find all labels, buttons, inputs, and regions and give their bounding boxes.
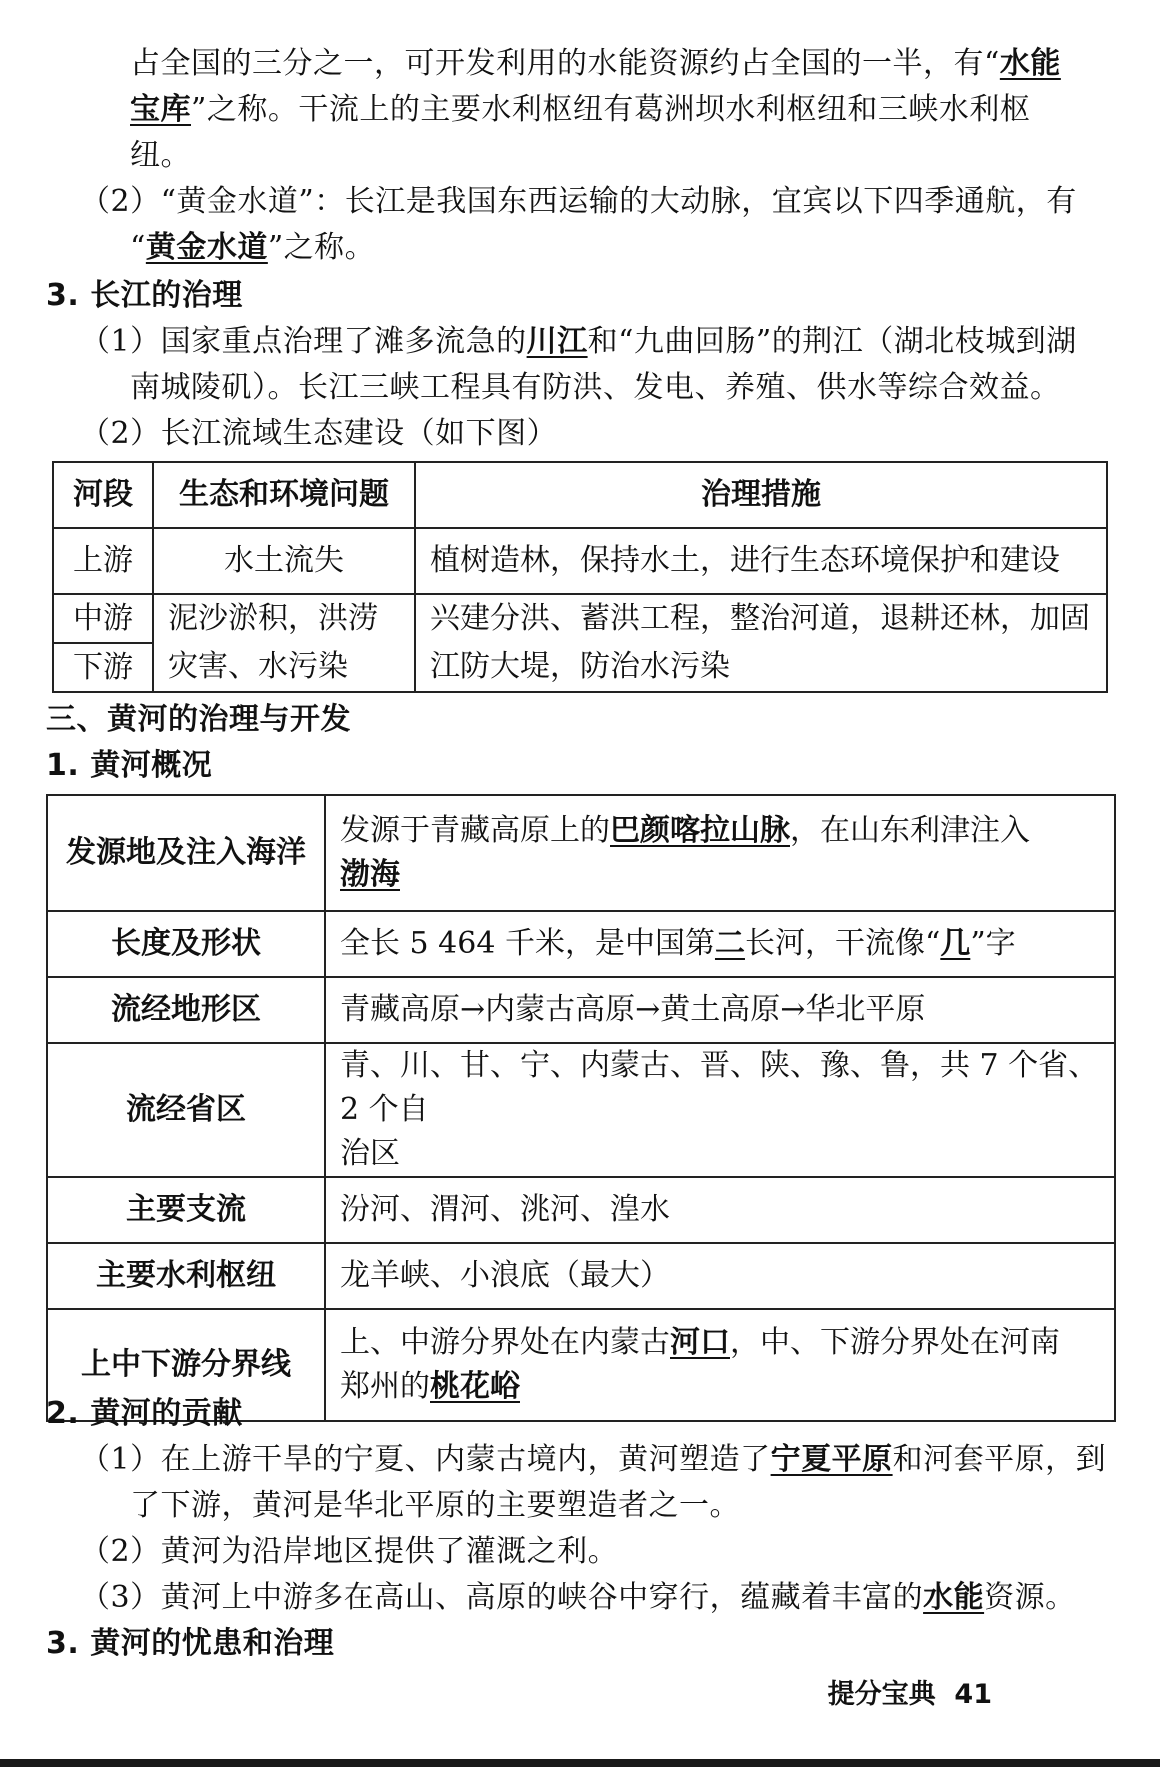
label-hydro-projects: 主要水利枢纽 [47,1243,325,1309]
table-row [53,528,1107,594]
label-terrain: 流经地形区 [47,977,325,1043]
para2-line2: “黄金水道”之称。 [130,230,376,265]
label-provinces: 流经省区 [47,1043,325,1177]
sec2-item2: （2）黄河为沿岸地区提供了灌溉之利。 [80,1534,619,1569]
cell-middle: 中游 [53,594,153,643]
sec2-item3: （3）黄河上中游多在高山、高原的峡谷中穿行，蕴藏着丰富的水能资源。 [80,1580,1076,1615]
sec2-item1-line1: （1）在上游干旱的宁夏、内蒙古境内，黄河塑造了宁夏平原和河套平原，到 [80,1442,1107,1477]
sub-heading-overview: 1. 黄河概况 [46,748,213,783]
table-row [47,911,1115,977]
value-source: 发源于青藏高原上的巴颜喀拉山脉，在山东利津注入 渤海 [325,795,1115,911]
table-row [47,1243,1115,1309]
cell-upper-problem: 水土流失 [153,528,415,594]
cell-upper: 上游 [53,528,153,594]
header-problems: 生态和环境问题 [153,462,415,528]
book-title: 提分宝典 [827,1679,936,1710]
header-river-section: 河段 [53,462,153,528]
table-row [53,594,1107,643]
para1-line2: 宝库”之称。干流上的主要水利枢纽有葛洲坝水利枢纽和三峡水利枢 [130,92,1031,127]
cell-upper-measure: 植树造林，保持水土，进行生态环境保护和建设 [415,528,1107,594]
label-source: 发源地及注入海洋 [47,795,325,911]
bottom-edge-bar [0,1759,1160,1767]
para1-line3: 纽。 [130,138,191,173]
sec2-item1-line2: 了下游，黄河是华北平原的主要塑造者之一。 [130,1488,740,1523]
cell-lower: 下游 [53,643,153,692]
label-length: 长度及形状 [47,911,325,977]
value-length: 全长 5 464 千米，是中国第二长河，干流像“几”字 [325,911,1115,977]
section-heading-changjiang-governance: 3. 长江的治理 [46,278,243,313]
table-row [47,1177,1115,1243]
sec3-item1-line1: （1）国家重点治理了滩多流急的川江和“九曲回肠”的荆江（湖北枝城到湖 [80,324,1077,359]
header-measures: 治理措施 [415,462,1107,528]
table-row [47,977,1115,1043]
table-header-row [53,462,1107,528]
value-tributaries: 汾河、渭河、洮河、湟水 [325,1177,1115,1243]
changjiang-ecology-table [52,461,1108,693]
para1-line1: 占全国的三分之一，可开发利用的水能资源约占全国的一半，有“水能 [130,46,1061,81]
page-number: 41 [954,1679,992,1710]
sub-heading-contributions: 2. 黄河的贡献 [46,1396,243,1431]
value-boundaries: 上、中游分界处在内蒙古河口，中、下游分界处在河南 郑州的桃花峪 [325,1309,1115,1421]
para2-line1: （2）“黄金水道”：长江是我国东西运输的大动脉，宜宾以下四季通航，有 [80,184,1077,219]
sec3-item2: （2）长江流域生态建设（如下图） [80,416,558,451]
part3-heading: 三、黄河的治理与开发 [46,702,351,737]
sec3-item1-line2: 南城陵矶）。长江三峡工程具有防洪、发电、养殖、供水等综合效益。 [130,370,1061,405]
value-provinces: 青、川、甘、宁、内蒙古、晋、陕、豫、鲁，共 7 个省、2 个自 治区 [325,1043,1115,1177]
huanghe-overview-table [46,794,1116,1422]
cell-midlow-measure: 兴建分洪、蓄洪工程，整治河道，退耕还林，加固 江防大堤，防治水污染 [415,594,1107,692]
label-tributaries: 主要支流 [47,1177,325,1243]
table-row [47,1043,1115,1177]
cell-midlow-problem: 泥沙淤积，洪涝 灾害、水污染 [153,594,415,692]
table-row [47,795,1115,911]
label-boundaries: 上中下游分界线 [47,1309,325,1421]
sub-heading-troubles: 3. 黄河的忧患和治理 [46,1626,335,1661]
value-hydro-projects: 龙羊峡、小浪底（最大） [325,1243,1115,1309]
value-terrain: 青藏高原→内蒙古高原→黄土高原→华北平原 [325,977,1115,1043]
page-footer [828,1672,992,1711]
